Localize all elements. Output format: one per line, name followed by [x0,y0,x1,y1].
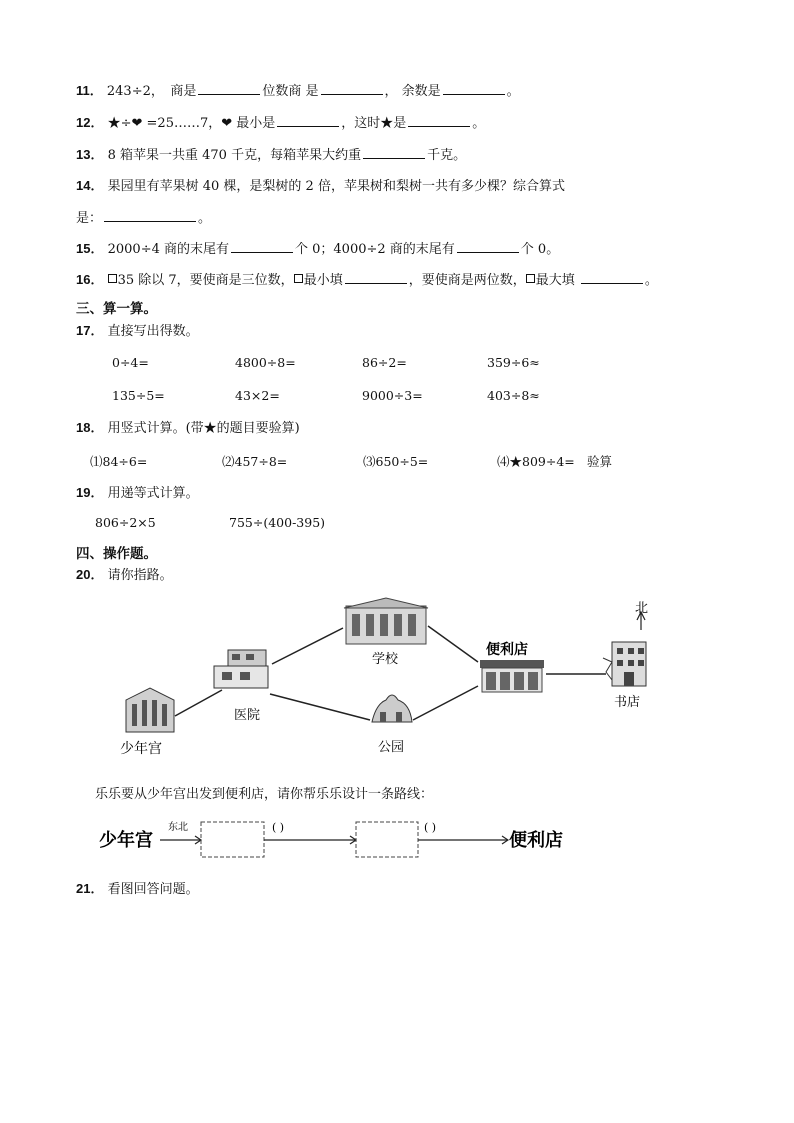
calc-item: 403÷8≈ [487,388,540,403]
route-direction-paren-2[interactable]: ( ) [424,821,437,834]
question-text: 最小填 [303,273,343,288]
question-text: ， 余数是 [384,84,441,99]
calc-item: 135÷5= [112,388,165,403]
question-text: 。 [472,116,486,131]
question-number: 17． [76,323,104,338]
route-flow [99,820,563,857]
calc-item: ⑶650÷5= [363,454,429,469]
calc-item: 0÷4= [112,355,149,370]
youth-palace-icon [126,688,174,732]
question-text: 直接写出得数。 [107,324,199,339]
question-text: 请你指路。 [107,568,173,583]
route-end-label: 便利店 [509,830,563,851]
question-text: ，要使商是两位数， [408,273,526,288]
question-text: ，这时★是 [341,116,407,131]
calc-item: ⑵457÷8= [222,454,288,469]
park-label: 公园 [378,740,405,755]
calc-item: 359÷6≈ [487,355,540,370]
school-icon [344,598,428,644]
question-text: 8 箱苹果一共重 470 千克，每箱苹果大约重 [107,148,362,163]
store-label: 便利店 [486,642,528,658]
question-number: 21． [76,881,104,896]
question-text: 。 [198,211,212,226]
calc-item: 9000÷3= [362,388,423,403]
question-text: 用递等式计算。 [107,486,199,501]
question-text: 用竖式计算。(带★的题目要验算) [107,421,300,436]
question-number: 12． [76,115,104,130]
route-start-label: 少年宫 [99,830,153,851]
school-label: 学校 [372,652,399,667]
calc-item: 4800÷8= [235,355,296,370]
question-21 [76,880,199,899]
question-text: 果园里有苹果树 40 棵，是梨树的 2 倍，苹果树和梨树一共有多少棵？综合算式 [107,179,565,194]
route-blank-box-1[interactable] [201,822,264,857]
question-text: 个 0；4000÷2 商的末尾有 [295,242,455,257]
hospital-label: 医院 [234,708,261,723]
question-number: 18． [76,420,104,435]
bookstore-icon [603,642,646,686]
question-text: 千克。 [427,148,467,163]
bookstore-label: 书店 [614,695,641,710]
route-blank-box-2[interactable] [356,822,418,857]
calc-item: 43×2= [235,388,280,403]
verify-label: 验算 [587,454,613,469]
calc-item: 806÷2×5 [95,515,156,530]
question-text: 个 0。 [520,242,560,257]
question-number: 15． [76,241,104,256]
question-text: 看图回答问题。 [107,882,199,897]
question-text: 243÷2， 商是 [106,84,197,99]
question-text: ★÷❤ =25……7，❤ 最小是 [107,116,276,131]
store-icon [480,660,544,692]
question-text: 最大填 [535,273,575,288]
question-text: 2000÷4 商的末尾有 [107,242,229,257]
question-text: 35 除以 7，要使商是三位数， [117,273,294,288]
question-text: 。 [644,273,658,288]
question-number: 16． [76,272,104,287]
calc-item: 755÷(400-395) [229,515,326,530]
hospital-icon [214,650,268,688]
section-heading: 三、算一算。 [76,301,157,317]
route-description: 乐乐要从少年宫出发到便利店，请你帮乐乐设计一条路线： [95,787,434,802]
question-number: 19． [76,485,104,500]
calc-item: ⑴84÷6= [90,454,148,469]
youth-palace-label: 少年宫 [120,741,162,757]
question-text: 位数商 是 [262,84,319,99]
section-heading: 四、操作题。 [76,546,157,562]
question-number: 14． [76,178,104,193]
route-direction-paren-1[interactable]: ( ) [272,821,285,834]
question-text: 是： [76,211,103,226]
calc-item: ⑷★809÷4= [497,454,575,469]
question-text: 。 [506,84,520,99]
park-icon [372,695,412,722]
question-number: 11． [76,83,103,98]
north-label: 北 [635,601,649,616]
route-first-direction: 东北 [168,822,188,833]
question-number: 20． [76,567,104,582]
calc-item: 86÷2= [362,355,407,370]
question-number: 13． [76,147,104,162]
